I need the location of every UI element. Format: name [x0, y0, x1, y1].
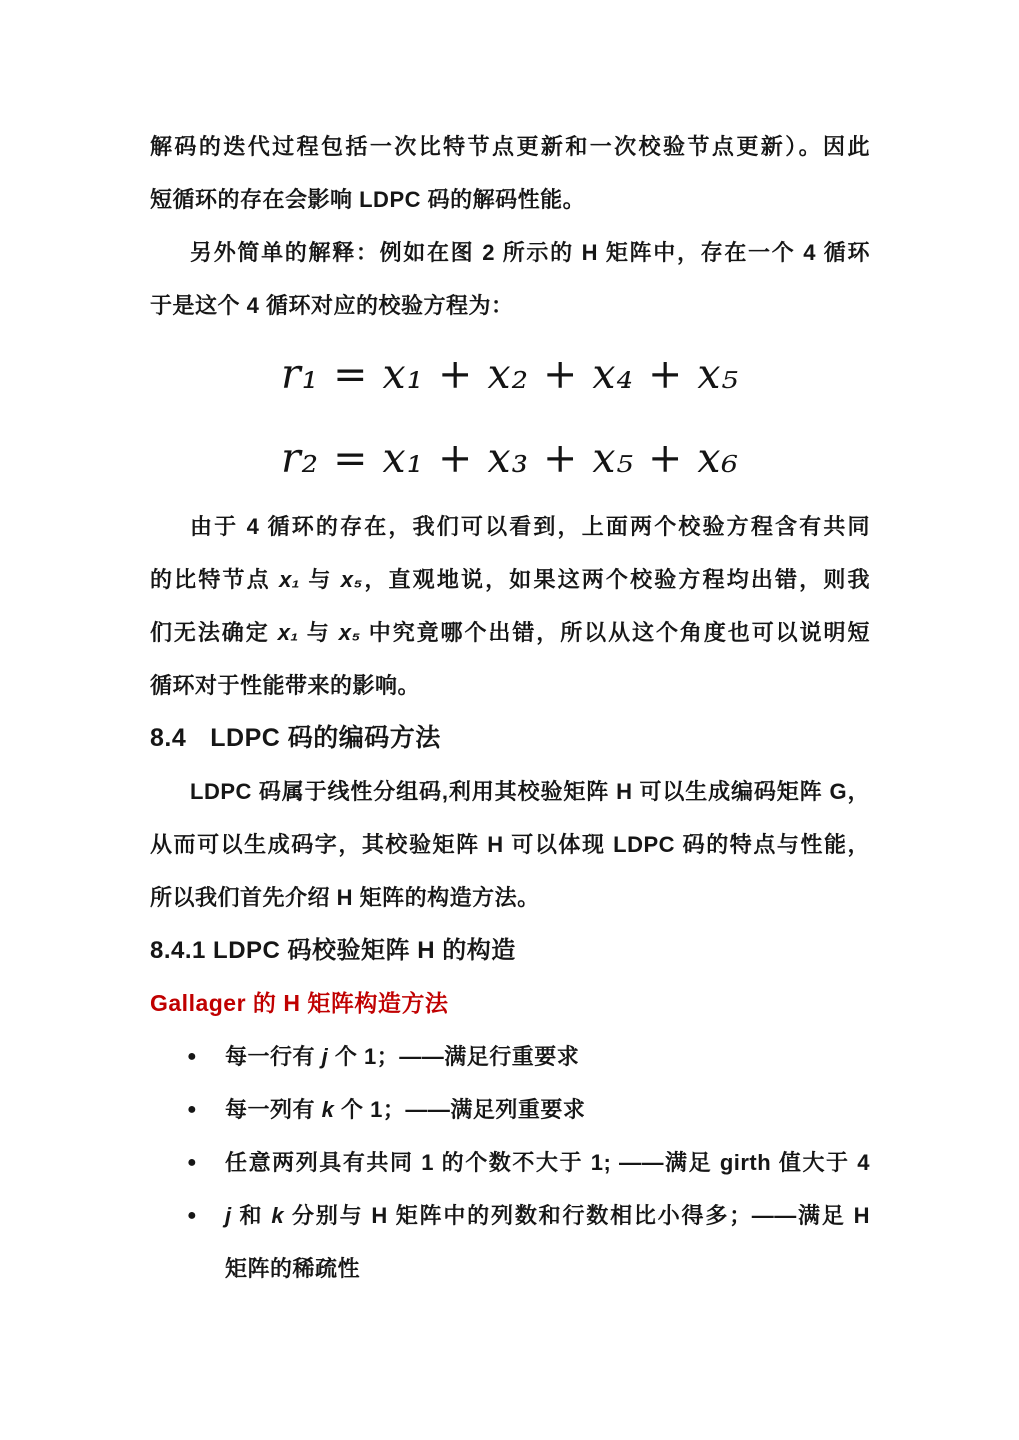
text-run: 个 1；——满足行重要求 [328, 1044, 580, 1069]
equation-r2 [150, 416, 870, 500]
math-var-k: k [271, 1203, 285, 1228]
paragraph-4-line-3: 所以我们首先介绍 H 矩阵的构造方法。 [150, 885, 540, 910]
bullet-text [225, 1083, 870, 1136]
equation-r2-text: r₂ = x₁ + x₃ + x₅ + x₆ [281, 434, 739, 482]
math-var-x5: x₅ [340, 567, 363, 592]
paragraph-1-line-1: 解码的迭代过程包括一次比特节点更新和一次校验节点更新）。因此 [150, 134, 870, 159]
text-run: 每一列有 [225, 1097, 322, 1122]
bullet-item-row-weight [150, 1030, 870, 1083]
section-heading-8-4 [150, 712, 870, 765]
bullet-icon: ● [187, 1154, 198, 1171]
paragraph-4-line-1: LDPC 码属于线性分组码,利用其校验矩阵 H 可以生成编码矩阵 G， [190, 779, 870, 804]
section-heading-8-4-1: 8.4.1 LDPC 码校验矩阵 H 的构造 [150, 937, 516, 964]
bullet-line-2: 矩阵的稀疏性 [225, 1256, 361, 1281]
equation-r1-text: r₁ = x₁ + x₂ + x₄ + x₅ [281, 350, 739, 398]
paragraph-1-line-2: 短循环的存在会影响 LDPC 码的解码性能。 [150, 187, 586, 212]
paragraph-4-line-2: 从而可以生成码字，其校验矩阵 H 可以体现 LDPC 码的特点与性能， [150, 832, 870, 857]
paragraph-3-line-1: 由于 4 循环的存在，我们可以看到，上面两个校验方程含有共同 [190, 514, 870, 539]
text-run: 每一行有 [225, 1044, 322, 1069]
bullet-line-1 [225, 1189, 870, 1242]
paragraph-2-line-2: 于是这个 4 循环对应的校验方程为： [150, 293, 514, 318]
bullet-item-column-weight [150, 1083, 870, 1136]
text-run: ，直观地说，如果这两个校验方程均出错，则我 [362, 567, 870, 592]
text-run: 与 [300, 567, 341, 592]
text-run: 个 1；——满足列重要求 [334, 1097, 586, 1122]
text-run: 和 [231, 1203, 272, 1228]
bullet-item-sparsity [150, 1189, 870, 1295]
math-var-k: k [321, 1097, 335, 1122]
bullet-icon: ● [187, 1207, 197, 1224]
paragraph-2-line-1: 另外简单的解释：例如在图 2 所示的 H 矩阵中，存在一个 4 循环 [190, 240, 870, 265]
paragraph-3-line-3 [150, 606, 870, 659]
equation-r1 [150, 332, 870, 416]
math-var-x5: x₅ [338, 620, 361, 645]
text-run: 中究竟哪个出错，所以从这个角度也可以说明短 [360, 620, 870, 645]
bullet-icon: ● [187, 1101, 198, 1118]
math-var-x1: x₁ [279, 567, 301, 592]
section-title: LDPC 码的编码方法 [210, 724, 441, 752]
section-number: 8.4 [150, 724, 187, 752]
text-run: 分别与 H 矩阵中的列数和行数相比小得多；——满足 H [284, 1203, 870, 1228]
bullet-text [225, 1030, 870, 1083]
paragraph-3-line-2 [150, 553, 870, 606]
bullet-text [225, 1189, 870, 1295]
math-var-j: j [225, 1203, 232, 1228]
text-run: 们无法确定 [150, 620, 278, 645]
bullet-text: 任意两列具有共同 1 的个数不大于 1; ——满足 girth 值大于 4 [225, 1150, 870, 1175]
document-content [150, 120, 870, 1295]
bullet-item-girth [150, 1136, 870, 1189]
paragraph-3-line-4: 循环对于性能带来的影响。 [150, 673, 421, 698]
text-run: 与 [298, 620, 339, 645]
math-var-x1: x₁ [277, 620, 299, 645]
math-var-j: j [321, 1044, 329, 1069]
heading-gallager-method: Gallager 的 H 矩阵构造方法 [150, 990, 449, 1016]
text-run: 的比特节点 [150, 567, 280, 592]
bullet-icon: ● [187, 1048, 198, 1065]
